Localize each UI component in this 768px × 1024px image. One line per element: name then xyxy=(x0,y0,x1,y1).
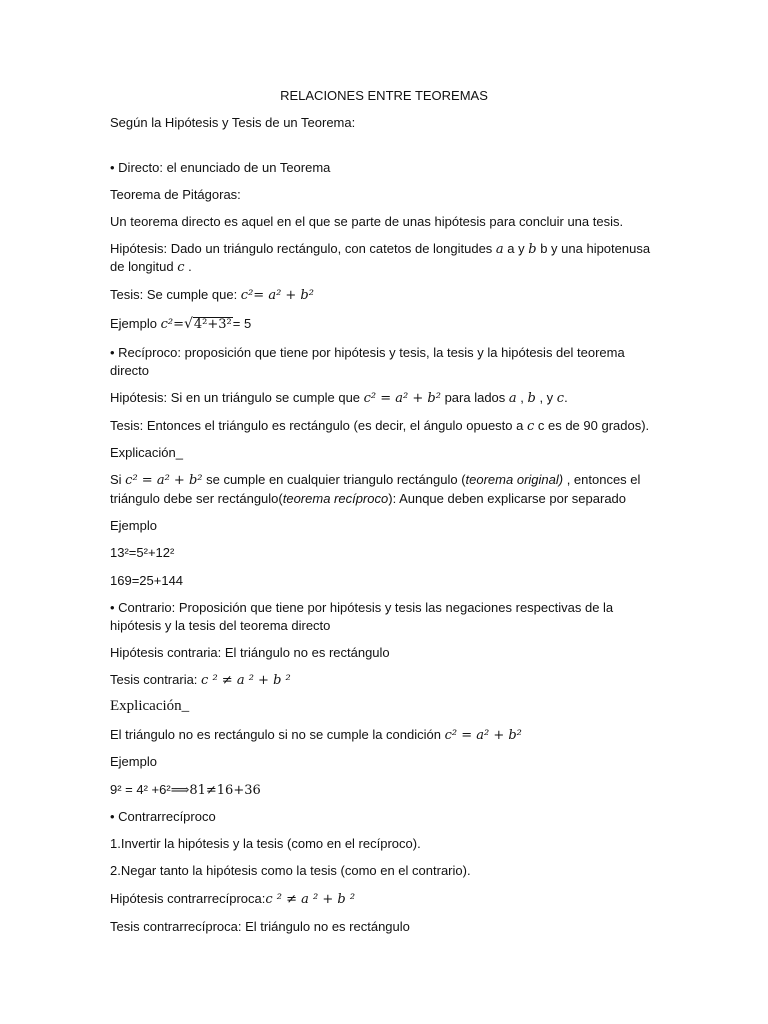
text: Hipótesis: Si en un triángulo se cumple que xyxy=(110,390,364,405)
var-b: b xyxy=(528,242,537,257)
text: , entonces el xyxy=(563,472,641,487)
formula: c² = a² + b² xyxy=(125,473,203,488)
text: Ejemplo xyxy=(110,316,161,331)
text: . xyxy=(564,390,568,405)
reciproco-tesis xyxy=(110,417,649,435)
reciproco-hipotesis xyxy=(110,389,568,407)
reciproco-ejemplo-1: 13²=5²+12² xyxy=(110,545,175,560)
contrarreciproco-tesis: Tesis contrarrecíproca: El triángulo no es rectángulo xyxy=(110,919,410,934)
formula: c² = a² + b² xyxy=(444,728,522,743)
teorema-pitagoras: Teorema de Pitágoras: xyxy=(110,187,241,202)
directo-hipotesis-line1 xyxy=(110,240,650,258)
var-a: a xyxy=(495,242,504,257)
directo-tesis xyxy=(110,286,314,304)
contrario-hipotesis: Hipótesis contraria: El triángulo no es rectángulo xyxy=(110,645,390,660)
contrario-ejemplo-formula xyxy=(110,781,261,799)
text: Hipótesis contrarrecíproca: xyxy=(110,891,266,906)
teorema-original: teorema original) xyxy=(465,472,564,487)
formula: c ² ≠ a ² + b ² xyxy=(265,892,356,907)
contrarreciproco-paso-2: 2.Negar tanto la hipótesis como la tesis (como en el contrario). xyxy=(110,863,471,878)
text: a y xyxy=(503,241,529,256)
text: , y xyxy=(535,390,557,405)
text: . xyxy=(184,259,192,274)
var-a: a xyxy=(508,391,517,406)
text: se cumple en cualquier triangulo rectángulo ( xyxy=(202,472,466,487)
formula: c ² ≠ a ² + b ² xyxy=(201,673,291,688)
formula: c²= a² + b² xyxy=(240,288,314,303)
reciproco-si-line2 xyxy=(110,490,626,507)
reciproco-item-line1: • Recíproco: proposición que tiene por hipótesis y tesis, la tesis y la hipótesis del teorema xyxy=(110,345,625,360)
reciproco-ejemplo: Ejemplo xyxy=(110,518,157,533)
contrario-tesis xyxy=(110,671,291,689)
text: Tesis contraria: xyxy=(110,672,202,687)
text: = 5 xyxy=(232,316,252,331)
contrario-ejemplo: Ejemplo xyxy=(110,754,157,769)
text: triángulo debe ser rectángulo( xyxy=(110,491,283,506)
directo-hipotesis-line2 xyxy=(110,258,192,276)
directo-item: • Directo: el enunciado de un Teorema xyxy=(110,160,331,175)
reciproco-si-line1 xyxy=(110,471,640,489)
var-c: c xyxy=(177,260,185,275)
contrario-explicacion: Explicación_ xyxy=(110,698,190,714)
formula: c² = a² + b² xyxy=(363,391,441,406)
directo-definicion: Un teorema directo es aquel en el que se parte de unas hipótesis para concluir una tesis. xyxy=(110,214,624,229)
contrario-condicion xyxy=(110,726,522,744)
text: c es de 90 grados). xyxy=(534,418,650,433)
text: b y una hipotenusa xyxy=(536,241,651,256)
teorema-reciproco: teorema recíproco xyxy=(282,491,389,506)
text: Hipótesis: Dado un triángulo rectángulo, con catetos de longitudes xyxy=(110,241,496,256)
radicand: 4²+3² xyxy=(193,317,232,332)
text: Si xyxy=(110,472,126,487)
contrarreciproco-hipotesis xyxy=(110,890,355,908)
text: Tesis: Se cumple que: xyxy=(110,287,241,302)
sqrt-icon: √ xyxy=(183,316,193,332)
text: 9² = 4² +6² xyxy=(110,782,171,797)
var-c: c xyxy=(526,419,535,434)
text: ): Aunque deben explicarse por separado xyxy=(388,491,627,506)
text: El triángulo no es rectángulo si no se cumple la condición xyxy=(110,727,445,742)
contrario-item-line1: • Contrario: Proposición que tiene por hipótesis y tesis las negaciones respectivas de la xyxy=(110,600,614,615)
reciproco-ejemplo-2: 169=25+144 xyxy=(110,573,184,588)
text: , xyxy=(516,390,528,405)
document-title: RELACIONES ENTRE TEOREMAS xyxy=(280,88,488,103)
reciproco-explicacion: Explicación_ xyxy=(110,445,183,460)
text: Tesis: Entonces el triángulo es rectángulo (es decir, el ángulo opuesto a xyxy=(110,418,527,433)
contrarreciproco-item: • Contrarrecíproco xyxy=(110,809,216,824)
reciproco-item-line2: directo xyxy=(110,363,150,378)
var-c: c xyxy=(556,391,565,406)
text: para lados xyxy=(440,390,509,405)
contrario-item-line2: hipótesis y la tesis del teorema directo xyxy=(110,618,331,633)
intro-text: Según la Hipótesis y Tesis de un Teorema: xyxy=(110,115,356,130)
var-b: b xyxy=(527,391,536,406)
directo-ejemplo xyxy=(110,315,251,333)
formula: ⟹81≠16+36 xyxy=(170,783,261,798)
text: de longitud xyxy=(110,259,178,274)
formula: c²= xyxy=(160,317,184,332)
contrarreciproco-paso-1: 1.Invertir la hipótesis y la tesis (como en el recíproco). xyxy=(110,836,421,851)
